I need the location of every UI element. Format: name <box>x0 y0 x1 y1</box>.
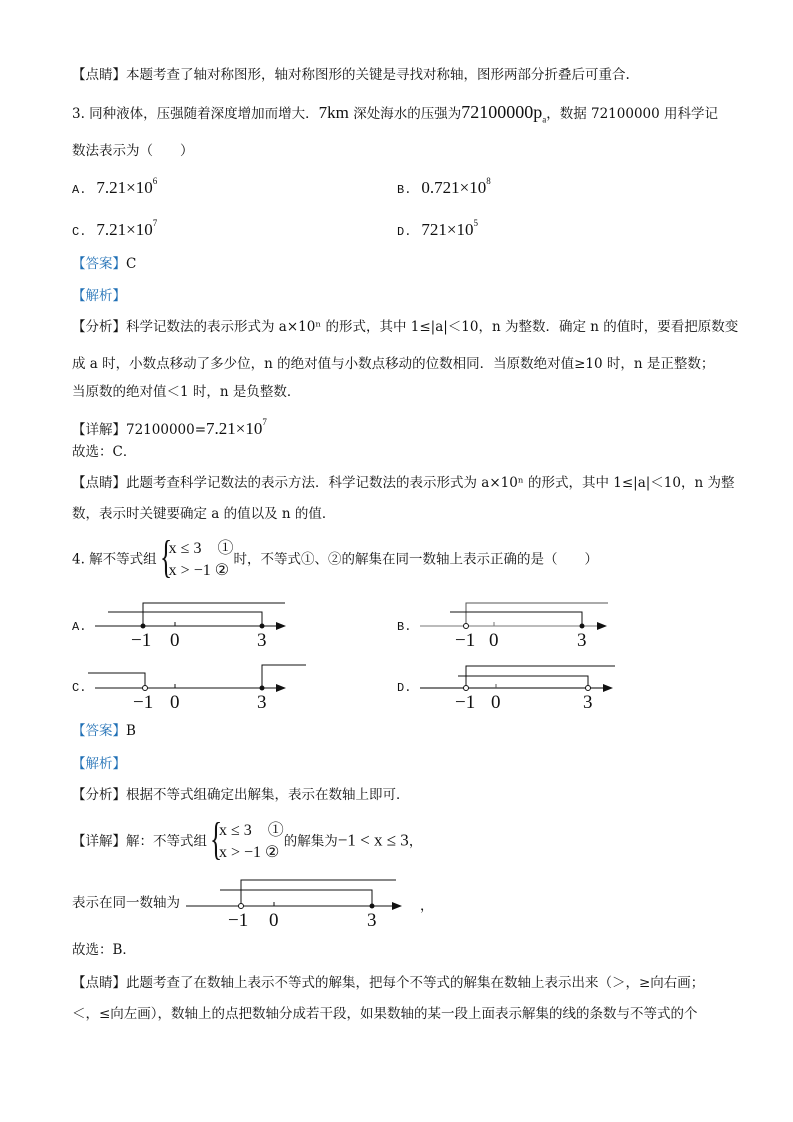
tick-label: 0 <box>269 910 279 931</box>
text: 深处海水的压强为 <box>348 106 462 122</box>
open-dot <box>464 624 469 629</box>
tick-label: 0 <box>489 630 499 651</box>
solution-line-1 <box>143 603 285 626</box>
pressure-value <box>461 102 547 125</box>
text: 4. 解不等式组 <box>72 551 157 568</box>
text: 根据不等式组确定出解集，表示在数轴上即可． <box>126 787 410 803</box>
arrow-icon <box>603 684 613 692</box>
tick-label: 3 <box>367 910 377 931</box>
q3-stem <box>72 103 718 129</box>
q2-dianjing <box>72 66 630 84</box>
q3-dianjing <box>72 474 734 492</box>
open-dot <box>143 686 148 691</box>
text: 7.21×10 <box>206 419 263 438</box>
q3-dianjing-2: 数，表示时关键要确定 a 的值以及 n 的值． <box>72 506 336 522</box>
q4-answer <box>72 722 136 740</box>
solution-line-1 <box>241 880 396 906</box>
q3-option-c[interactable] <box>72 218 157 240</box>
arrow-icon <box>276 622 286 630</box>
tick-label: −1 <box>455 692 476 713</box>
text: x > −1 ② <box>168 562 230 579</box>
text: 8 <box>486 176 491 186</box>
q3-analysis-tag: 【解析】 <box>72 288 126 304</box>
q3-choice: 故选：C． <box>72 444 137 460</box>
q3-answer <box>72 255 136 273</box>
open-dot <box>586 686 591 691</box>
q3-fenxi <box>72 318 738 336</box>
q3-xiangjie <box>72 413 267 439</box>
text: 6 <box>152 176 158 186</box>
text: B. <box>397 183 412 197</box>
tick-label: 3 <box>257 692 267 713</box>
text: 7.21×10 <box>96 178 153 197</box>
q4-fenxi <box>72 786 410 804</box>
text: D. <box>397 225 412 239</box>
closed-dot <box>370 904 375 909</box>
arrow-icon <box>597 622 607 630</box>
closed-dot <box>141 624 146 629</box>
tick-label: 0 <box>170 630 180 651</box>
text: 7 <box>262 417 267 427</box>
closed-dot <box>260 624 265 629</box>
arrow-icon <box>392 902 402 910</box>
arrow-icon <box>276 684 286 692</box>
open-dot <box>239 904 244 909</box>
closed-dot <box>260 686 265 691</box>
text: { x ≤ 3 ① <box>168 540 234 557</box>
text: A. <box>72 183 87 197</box>
open-dot <box>464 686 469 691</box>
text: 7 <box>152 218 158 228</box>
text: ， <box>420 898 434 914</box>
text: A. <box>72 620 87 634</box>
tag: 【详解】 <box>72 833 126 850</box>
text: { x ≤ 3 ① <box>219 822 284 839</box>
solution-number-line <box>180 872 420 932</box>
tick-label: −1 <box>228 910 249 931</box>
q4-options-diagrams <box>0 590 793 715</box>
tag: 【点睛】 <box>72 67 126 83</box>
closed-dot <box>580 624 585 629</box>
text: a <box>542 114 547 125</box>
q4-dianjing-2: ＜，≤向左画），数轴上的点把数轴分成若干段，如果数轴的某一段上面表示解集的线的条数与不等式的个 <box>72 1006 698 1022</box>
text: 此题考查了在数轴上表示不等式的解集，把每个不等式的解集在数轴上表示出来（＞，≥向右画； <box>126 975 705 991</box>
text: B. <box>397 620 412 634</box>
text: 时，不等式①、②的解集在同一数轴上表示正确的是（ ） <box>233 551 598 568</box>
q4-option-c[interactable] <box>72 665 306 713</box>
solution-line-2 <box>262 665 306 688</box>
tick-label: −1 <box>131 630 152 651</box>
text: 此题考查科学记数法的表示方法．科学记数法的表示形式为 a×10ⁿ 的形式，其中 1≤|a|＜10，n 为整 <box>126 475 735 491</box>
text: 3. 同种液体，压强随着深度增加而增大． <box>72 106 319 122</box>
tick-label: −1 <box>133 692 154 713</box>
solution-line-1 <box>466 603 608 626</box>
text: 解：不等式组 <box>126 833 207 850</box>
text: 0.721×10 <box>421 178 487 197</box>
text: 72100000= <box>126 422 207 438</box>
text: C <box>126 256 137 272</box>
text: 5 <box>473 218 478 228</box>
q4-xiangjie <box>72 820 422 864</box>
tag: 【详解】 <box>72 422 126 438</box>
solution-line-1 <box>88 673 145 688</box>
tag: 【点睛】 <box>72 975 126 991</box>
q3-option-b[interactable] <box>397 176 491 198</box>
solution-set: −1 < x ≤ 3 <box>337 830 409 850</box>
text: x > −1 ② <box>219 844 280 861</box>
q4-analysis-tag: 【解析】 <box>72 756 126 772</box>
solution-line-2 <box>108 612 262 626</box>
text: 7km <box>318 103 349 122</box>
text: C. <box>72 225 87 239</box>
tag: 【分析】 <box>72 787 126 803</box>
tick-label: 3 <box>583 692 593 713</box>
q3-option-a[interactable] <box>72 176 157 198</box>
inequality-system <box>157 538 234 582</box>
solution-line-2 <box>458 676 588 688</box>
q4-choice: 故选：B． <box>72 942 136 958</box>
text: B <box>126 723 136 739</box>
tag: 【分析】 <box>72 319 126 335</box>
q3-fenxi-2: 成 a 时，小数点移动了多少位，n 的绝对值与小数点移动的位数相同．当原数绝对值≥10 时，n 是正整数； <box>72 356 715 372</box>
text: 72100000p <box>461 102 543 122</box>
tick-label: 3 <box>577 630 587 651</box>
text: D. <box>397 681 412 695</box>
tick-label: 0 <box>491 692 501 713</box>
text: 721×10 <box>421 220 474 239</box>
tag: 【答案】 <box>72 723 126 739</box>
solution-line-2 <box>220 890 372 906</box>
q4-show-text: 表示在同一数轴为 <box>72 895 180 911</box>
tick-label: 0 <box>170 692 180 713</box>
text: 本题考查了轴对称图形，轴对称图形的关键是寻找对称轴，图形两部分折叠后可重合. <box>126 67 630 83</box>
text: C. <box>72 681 87 695</box>
text: ， <box>408 833 423 850</box>
q4-option-d[interactable] <box>397 666 615 713</box>
inequality-system <box>207 820 284 864</box>
q4-option-b[interactable] <box>397 603 608 651</box>
tick-label: 3 <box>257 630 267 651</box>
text: ，数据 72100000 用科学记 <box>546 106 718 122</box>
q4-stem <box>72 538 598 582</box>
tag: 【点睛】 <box>72 475 126 491</box>
q4-option-a[interactable] <box>72 603 286 651</box>
text: 的解集为 <box>283 833 338 850</box>
solution-line-2 <box>450 612 582 626</box>
tick-label: −1 <box>455 630 476 651</box>
q4-dianjing <box>72 974 704 992</box>
text: 科学记数法的表示形式为 a×10ⁿ 的形式，其中 1≤|a|＜10，n 为整数．确定 n 的值时，要看把原数变 <box>126 319 739 335</box>
q3-option-d[interactable] <box>397 218 478 240</box>
text: 7.21×10 <box>96 220 153 239</box>
q3-fenxi-3: 当原数的绝对值＜1 时，n 是负整数． <box>72 384 301 400</box>
solution-line-1 <box>466 666 615 688</box>
tag: 【答案】 <box>72 256 126 272</box>
q3-stem-cont: 数法表示为（ ） <box>72 143 194 159</box>
